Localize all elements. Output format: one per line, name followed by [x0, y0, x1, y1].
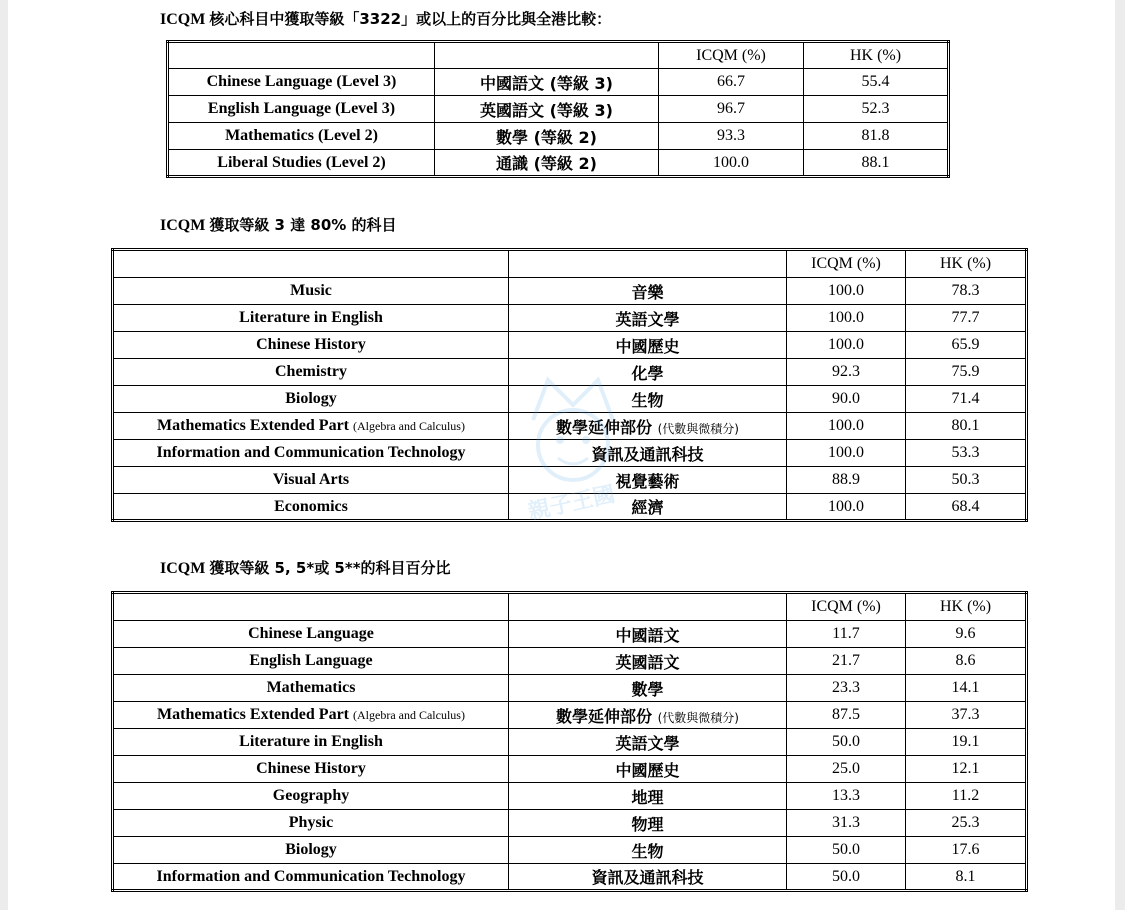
section2-heading — [160, 214, 397, 235]
subject-name-zh — [509, 756, 787, 783]
subject-name-zh — [509, 783, 787, 810]
icqm-percent: 13.3 — [787, 783, 906, 810]
subject-name-en-text: Liberal Studies (Level 2) — [217, 153, 386, 171]
hk-percent: 11.2 — [906, 783, 1027, 810]
subject-name-zh — [509, 386, 787, 413]
subject-name-en-text: Chinese Language (Level 3) — [206, 73, 397, 90]
subject-name-zh — [509, 305, 787, 332]
column-header: HK (%) — [906, 593, 1027, 621]
subject-name-zh — [509, 278, 787, 305]
table-row — [113, 621, 1027, 648]
section1-title-zh: 核心科目中獲取等級「3322」或以上的百分比與全港比較： — [209, 10, 612, 28]
table-row — [113, 837, 1027, 864]
section1-title-en: ICQM — [160, 11, 206, 28]
subject-name-zh-text: 數學延伸部份 — [556, 706, 653, 726]
hk-percent: 68.4 — [906, 494, 1027, 521]
subject-name-en-text: English Language — [249, 652, 373, 669]
section3-heading — [160, 557, 451, 578]
icqm-percent: 100.0 — [787, 305, 906, 332]
icqm-percent: 100.0 — [787, 278, 906, 305]
subject-name-en — [168, 150, 435, 177]
watermark-text: 親子王國 — [526, 482, 618, 526]
icqm-percent: 25.0 — [787, 756, 906, 783]
subject-name-zh — [509, 621, 787, 648]
subject-name-en-text: Visual Arts — [272, 471, 350, 488]
subject-name-en-text: Geography — [272, 787, 350, 804]
hk-percent: 37.3 — [906, 702, 1027, 729]
subject-name-zh-text: 地理 — [631, 787, 664, 807]
subject-name-en — [113, 413, 509, 440]
column-header: ICQM (%) — [787, 250, 906, 278]
hk-percent: 75.9 — [906, 359, 1027, 386]
subject-name-zh — [509, 440, 787, 467]
subject-name-zh — [509, 467, 787, 494]
subject-name-zh-text: 英語文學 — [615, 309, 680, 329]
subject-name-zh — [509, 837, 787, 864]
table-row — [168, 150, 949, 177]
subject-name-zh-text: 數學 — [631, 679, 664, 699]
subject-name-zh-text: 經濟 — [631, 498, 664, 517]
subject-name-zh-text: 英國語文 — [615, 652, 680, 672]
icqm-percent: 92.3 — [787, 359, 906, 386]
hk-percent: 12.1 — [906, 756, 1027, 783]
subject-name-zh — [509, 729, 787, 756]
subject-name-en-text: Literature in English — [239, 309, 383, 326]
icqm-percent: 96.7 — [659, 96, 804, 123]
hk-percent: 78.3 — [906, 278, 1027, 305]
column-header — [509, 593, 787, 621]
subject-name-zh — [509, 648, 787, 675]
subject-name-en-text: Chinese History — [256, 336, 366, 353]
column-header: HK (%) — [804, 42, 949, 69]
subject-name-en — [113, 278, 509, 305]
hk-percent: 55.4 — [804, 69, 949, 96]
subject-note-en: (Algebra and Calculus) — [353, 419, 465, 433]
subject-name-en — [113, 729, 509, 756]
icqm-percent: 31.3 — [787, 810, 906, 837]
section2-title-en: ICQM — [160, 217, 206, 234]
icqm-percent: 87.5 — [787, 702, 906, 729]
column-header — [168, 42, 435, 69]
subject-name-en-text: English Language (Level 3) — [207, 100, 396, 117]
hk-percent: 17.6 — [906, 837, 1027, 864]
hk-percent: 52.3 — [804, 96, 949, 123]
table-row — [168, 69, 949, 96]
icqm-percent: 50.0 — [787, 837, 906, 864]
subject-name-zh — [435, 150, 659, 177]
column-header: HK (%) — [906, 250, 1027, 278]
hk-percent: 14.1 — [906, 675, 1027, 702]
table-row — [113, 729, 1027, 756]
subject-name-en-text: Physic — [288, 814, 334, 831]
subject-name-zh-text: 數學延伸部份 — [556, 417, 653, 437]
subject-name-en — [168, 123, 435, 150]
table-row — [113, 305, 1027, 332]
subject-name-zh — [509, 332, 787, 359]
subject-name-en-text: Chemistry — [275, 363, 347, 380]
subject-name-en — [113, 756, 509, 783]
subject-name-en-text: Mathematics — [266, 679, 356, 696]
subject-name-en — [168, 96, 435, 123]
subject-name-en — [113, 440, 509, 467]
subject-name-en — [113, 810, 509, 837]
subject-name-zh-text: 英國語文 (等級 3) — [480, 100, 613, 120]
subject-name-en-text: Information and Communication Technology — [156, 867, 466, 885]
subject-name-en — [113, 467, 509, 494]
subject-name-zh-text: 英語文學 — [615, 733, 680, 753]
icqm-percent: 100.0 — [787, 332, 906, 359]
subject-name-zh — [509, 359, 787, 386]
hk-percent: 25.3 — [906, 810, 1027, 837]
icqm-percent: 100.0 — [787, 413, 906, 440]
icqm-percent: 23.3 — [787, 675, 906, 702]
hk-percent: 8.1 — [906, 864, 1027, 891]
hk-percent: 77.7 — [906, 305, 1027, 332]
table-row — [113, 278, 1027, 305]
subject-name-zh — [509, 675, 787, 702]
subject-name-zh-text: 資訊及通訊科技 — [591, 444, 704, 464]
table-row — [113, 864, 1027, 891]
table-row — [113, 467, 1027, 494]
subject-name-zh — [435, 69, 659, 96]
subject-name-en — [168, 69, 435, 96]
document-page — [8, 0, 1115, 910]
subject-name-en-text: Chinese History — [256, 760, 366, 777]
level3-subjects-table — [111, 248, 1028, 522]
icqm-percent: 88.9 — [787, 467, 906, 494]
subject-name-en-text: Chinese Language — [248, 625, 374, 642]
icqm-percent: 50.0 — [787, 864, 906, 891]
column-header — [113, 250, 509, 278]
subject-name-en — [113, 494, 509, 521]
column-header — [113, 593, 509, 621]
table-row — [113, 702, 1027, 729]
hk-percent: 71.4 — [906, 386, 1027, 413]
subject-name-zh-text: 音樂 — [631, 282, 664, 302]
subject-name-zh-text: 視覺藝術 — [615, 471, 680, 491]
subject-name-en-text: Mathematics Extended Part — [157, 417, 349, 434]
subject-name-zh-text: 化學 — [631, 363, 664, 383]
subject-note-zh: (代數與微積分) — [657, 710, 739, 725]
subject-name-en-text: Biology — [285, 390, 337, 407]
subject-name-zh — [509, 810, 787, 837]
subject-name-en — [113, 783, 509, 810]
icqm-percent: 100.0 — [787, 494, 906, 521]
hk-percent: 80.1 — [906, 413, 1027, 440]
table-header-row — [168, 42, 949, 69]
table-row — [113, 440, 1027, 467]
icqm-percent: 21.7 — [787, 648, 906, 675]
subject-name-zh — [509, 494, 787, 521]
table-row — [113, 810, 1027, 837]
column-header — [435, 42, 659, 69]
subject-name-zh — [435, 96, 659, 123]
subject-name-zh-text: 中國語文 (等級 3) — [480, 73, 613, 93]
icqm-percent: 50.0 — [787, 729, 906, 756]
table-row — [113, 783, 1027, 810]
table-row — [113, 386, 1027, 413]
icqm-percent: 100.0 — [659, 150, 804, 177]
subject-name-en-text: Literature in English — [239, 733, 383, 750]
subject-name-zh-text: 數學 (等級 2) — [496, 127, 597, 147]
hk-percent: 81.8 — [804, 123, 949, 150]
subject-name-en — [113, 621, 509, 648]
subject-name-zh-text: 中國歷史 — [615, 336, 680, 356]
column-header: ICQM (%) — [659, 42, 804, 69]
subject-name-en-text: Biology — [285, 841, 337, 858]
section3-title-zh: 獲取等級 5, 5*或 5**的科目百分比 — [209, 559, 451, 577]
subject-name-en-text: Economics — [274, 497, 348, 515]
level5-subjects-table — [111, 591, 1028, 892]
subject-name-en — [113, 837, 509, 864]
hk-percent: 19.1 — [906, 729, 1027, 756]
section2-title-zh: 獲取等級 3 達 80% 的科目 — [209, 216, 397, 234]
icqm-percent: 90.0 — [787, 386, 906, 413]
subject-name-en — [113, 702, 509, 729]
table-row — [113, 332, 1027, 359]
icqm-percent: 100.0 — [787, 440, 906, 467]
core-subjects-table — [166, 40, 950, 178]
subject-name-en-text: Mathematics Extended Part — [157, 706, 349, 723]
icqm-percent: 66.7 — [659, 69, 804, 96]
table-row — [168, 123, 949, 150]
subject-name-en-text: Music — [290, 282, 332, 299]
hk-percent: 9.6 — [906, 621, 1027, 648]
subject-name-en-text: Information and Communication Technology — [156, 444, 466, 461]
icqm-percent: 11.7 — [787, 621, 906, 648]
table-header-row — [113, 593, 1027, 621]
hk-percent: 65.9 — [906, 332, 1027, 359]
subject-name-zh-text: 生物 — [631, 390, 664, 410]
subject-name-zh-text: 中國語文 — [615, 625, 680, 645]
subject-name-en — [113, 332, 509, 359]
table-row — [168, 96, 949, 123]
table-row — [113, 494, 1027, 521]
table-row — [113, 675, 1027, 702]
table-row — [113, 359, 1027, 386]
hk-percent: 8.6 — [906, 648, 1027, 675]
subject-name-zh — [509, 864, 787, 891]
icqm-percent: 93.3 — [659, 123, 804, 150]
subject-name-en — [113, 864, 509, 891]
subject-name-zh — [435, 123, 659, 150]
subject-name-zh-text: 資訊及通訊科技 — [591, 868, 704, 887]
subject-name-zh-text: 生物 — [631, 841, 664, 861]
subject-name-en — [113, 359, 509, 386]
column-header — [509, 250, 787, 278]
table-row — [113, 413, 1027, 440]
subject-name-en — [113, 305, 509, 332]
subject-name-en — [113, 648, 509, 675]
subject-name-en-text: Mathematics (Level 2) — [225, 127, 378, 144]
subject-note-en: (Algebra and Calculus) — [353, 708, 465, 722]
subject-name-zh — [509, 413, 787, 440]
hk-percent: 50.3 — [906, 467, 1027, 494]
subject-name-zh — [509, 702, 787, 729]
section1-heading — [160, 8, 611, 29]
section3-title-en: ICQM — [160, 560, 206, 577]
hk-percent: 53.3 — [906, 440, 1027, 467]
table-header-row — [113, 250, 1027, 278]
subject-name-zh-text: 通識 (等級 2) — [496, 154, 597, 173]
column-header: ICQM (%) — [787, 593, 906, 621]
subject-name-zh-text: 物理 — [631, 814, 664, 834]
subject-name-en — [113, 675, 509, 702]
subject-name-en — [113, 386, 509, 413]
hk-percent: 88.1 — [804, 150, 949, 177]
subject-name-zh-text: 中國歷史 — [615, 760, 680, 780]
subject-note-zh: (代數與微積分) — [657, 421, 739, 436]
table-row — [113, 648, 1027, 675]
table-row — [113, 756, 1027, 783]
